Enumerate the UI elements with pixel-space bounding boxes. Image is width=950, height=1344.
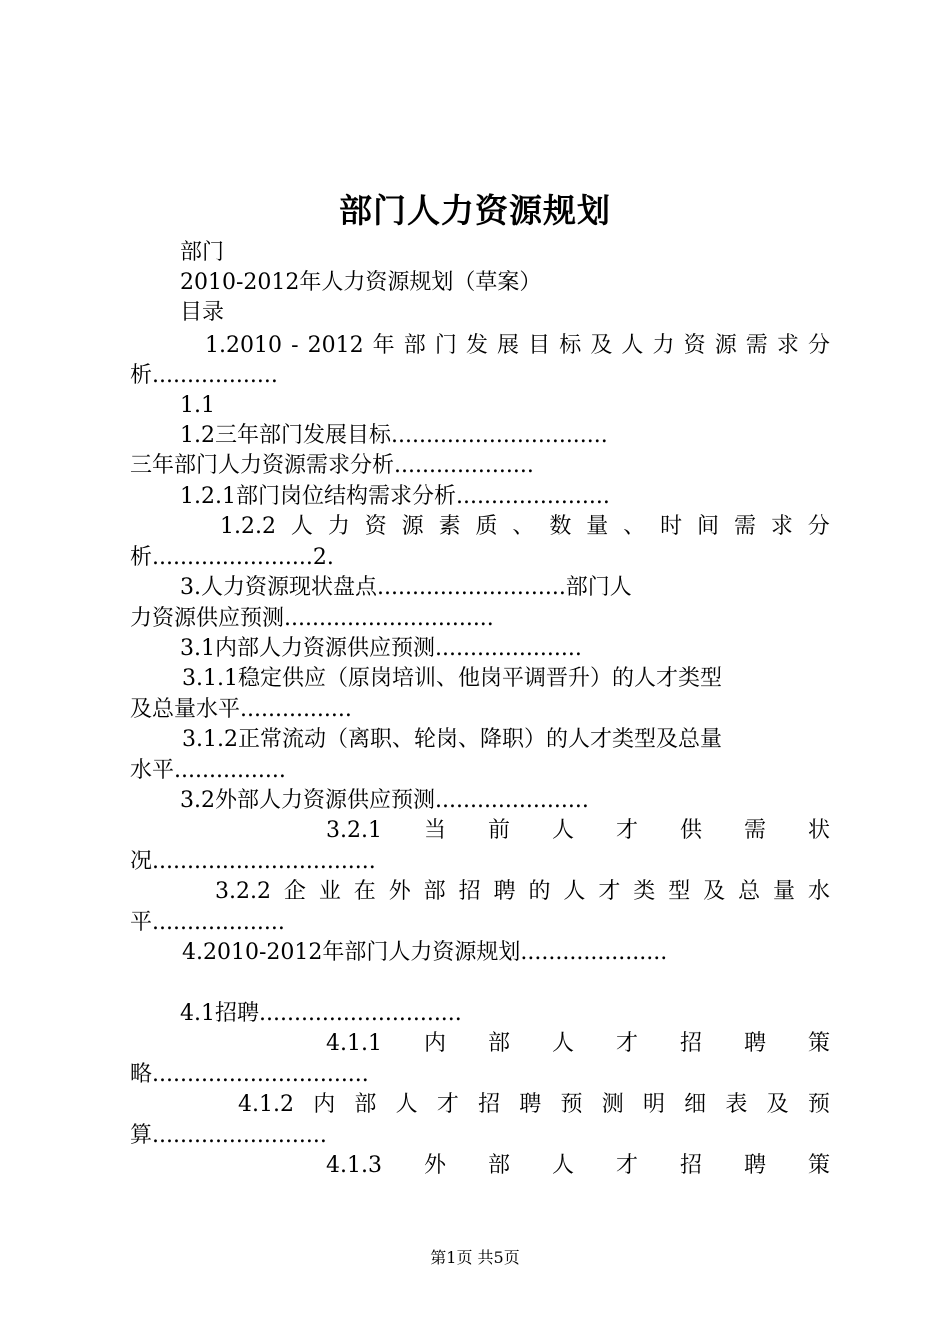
toc-line-justified: 3.2.1 当 前 人 才 供 需 状 — [326, 818, 830, 843]
toc-line: 目录 — [180, 300, 225, 325]
toc-line: 部门 — [180, 240, 225, 265]
toc-line: 况................................ — [130, 849, 376, 874]
toc-line: 略............................... — [130, 1062, 369, 1087]
document-title: 部门人力资源规划 — [339, 191, 611, 230]
toc-line: 4.2010-2012年部门人力资源规划..................... — [182, 940, 668, 965]
toc-line: 析.......................2. — [130, 545, 334, 570]
toc-line-justified: 4.1.2 内 部 人 才 招 聘 预 测 明 细 表 及 预 — [238, 1092, 830, 1117]
toc-line: 3.1.2正常流动（离职、轮岗、降职）的人才类型及总量 — [182, 727, 722, 752]
toc-line: 3.2外部人力资源供应预测...................... — [180, 788, 589, 813]
toc-line: 1.2.1部门岗位结构需求分析...................... — [180, 484, 610, 509]
toc-line: 1.2三年部门发展目标............................... — [180, 423, 608, 448]
toc-line: 水平................ — [130, 758, 286, 783]
toc-line: 平................... — [130, 910, 285, 935]
toc-line: 3.1.1稳定供应（原岗培训、他岗平调晋升）的人才类型 — [182, 666, 722, 691]
toc-line: 算......................... — [130, 1123, 327, 1148]
toc-line-justified: 1.2010 - 2012 年 部 门 发 展 目 标 及 人 力 资 源 需 求 分 — [205, 333, 830, 358]
toc-line: 3.人力资源现状盘点...........................部门人 — [180, 575, 632, 600]
toc-line-justified: 4.1.1 内 部 人 才 招 聘 策 — [326, 1031, 830, 1056]
toc-line-justified: 3.2.2 企 业 在 外 部 招 聘 的 人 才 类 型 及 总 量 水 — [215, 879, 830, 904]
toc-line-justified: 1.2.2 人 力 资 源 素 质 、 数 量 、 时 间 需 求 分 — [220, 514, 830, 539]
toc-line: 力资源供应预测.............................. — [130, 606, 494, 631]
toc-line: 1.1 — [180, 393, 215, 418]
page-footer: 第1页 共5页 — [430, 1248, 520, 1267]
toc-line-justified: 4.1.3 外 部 人 才 招 聘 策 — [326, 1153, 830, 1178]
toc-line: 2010-2012年人力资源规划（草案） — [180, 270, 542, 295]
toc-line: 3.1内部人力资源供应预测..................... — [180, 636, 582, 661]
toc-line: 及总量水平................ — [130, 697, 352, 722]
toc-line: 三年部门人力资源需求分析.................... — [130, 453, 534, 478]
toc-line: 析.................. — [130, 363, 278, 388]
toc-line: 4.1招聘............................. — [180, 1001, 462, 1026]
